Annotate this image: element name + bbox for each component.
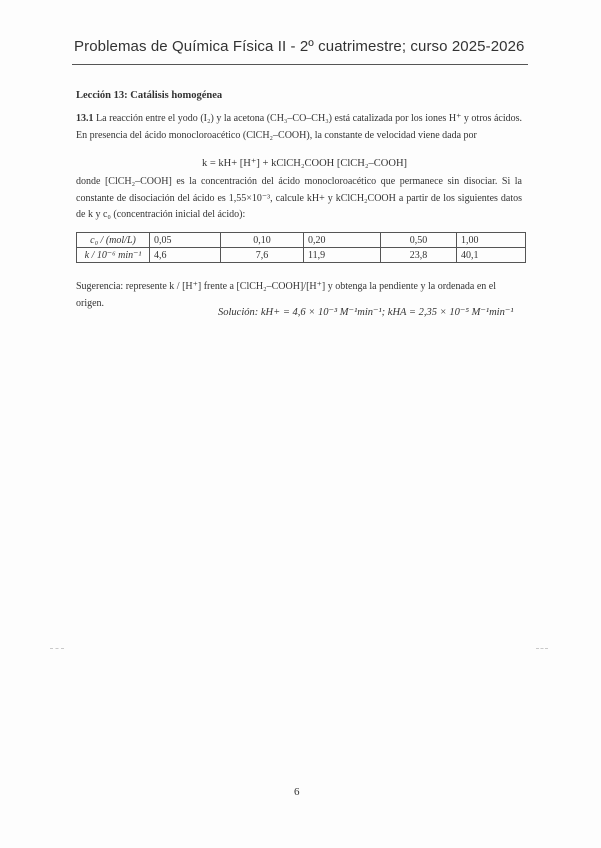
table-cell: 0,10 [221, 233, 304, 248]
table-cell: 0,20 [304, 233, 381, 248]
problem-text: La reacción entre el yodo (I₂) y la acetona (CH₃–CO–CH₃) está catalizada por los iones H⁺ y otros ácidos. En presencia del ácido monocloroacético (ClCH₂–COOH), la constante de velocidad viene dada por [76, 113, 523, 141]
table-row [77, 248, 526, 263]
table-cell: 4,6 [150, 248, 221, 263]
table-row [77, 233, 526, 248]
problem-statement [76, 110, 522, 144]
table-cell: 1,00 [457, 233, 526, 248]
scan-mark [50, 648, 64, 649]
problem-text-continued: donde [ClCH₂–COOH] es la concentración del ácido monocloroacético que permanece sin disociar. Si la constante de disociación del ácido es 1,55×10⁻³, calcule kH+ y kClCH₂COOH a partir de los siguientes datos de k y c₀ (concentración inicial del ácido): [76, 176, 522, 220]
page-number: 6 [294, 786, 300, 798]
lesson-title: Lección 13: Catálisis homogénea [76, 90, 223, 101]
table-cell: 23,8 [381, 248, 457, 263]
table-row-label: c₀ / (mol/L) [77, 233, 150, 248]
table-row-label: k / 10⁻⁶ min⁻¹ [77, 248, 150, 263]
page-header: Problemas de Química Física II - 2º cuatrimestre; curso 2025-2026 [74, 38, 525, 55]
hint-text: Sugerencia: represente k / [H⁺] frente a [ClCH₂–COOH]/[H⁺] y obtenga la pendiente y la ordenada en el origen. [76, 281, 496, 309]
table-cell: 7,6 [221, 248, 304, 263]
problem-number: 13.1 [76, 113, 94, 124]
table-cell: 40,1 [457, 248, 526, 263]
data-table [76, 232, 526, 263]
table-cell: 0,05 [150, 233, 221, 248]
header-rule [72, 64, 528, 65]
table-cell: 0,50 [381, 233, 457, 248]
solution-text: Solución: kH+ = 4,6 × 10⁻³ M⁻¹min⁻¹; kHA = 2,35 × 10⁻⁵ M⁻¹min⁻¹ [218, 307, 514, 318]
scan-mark [536, 648, 548, 649]
table-cell: 11,9 [304, 248, 381, 263]
rate-constant-formula: k = kH+ [H⁺] + kClCH₂COOH [ClCH₂–COOH] [202, 158, 408, 169]
